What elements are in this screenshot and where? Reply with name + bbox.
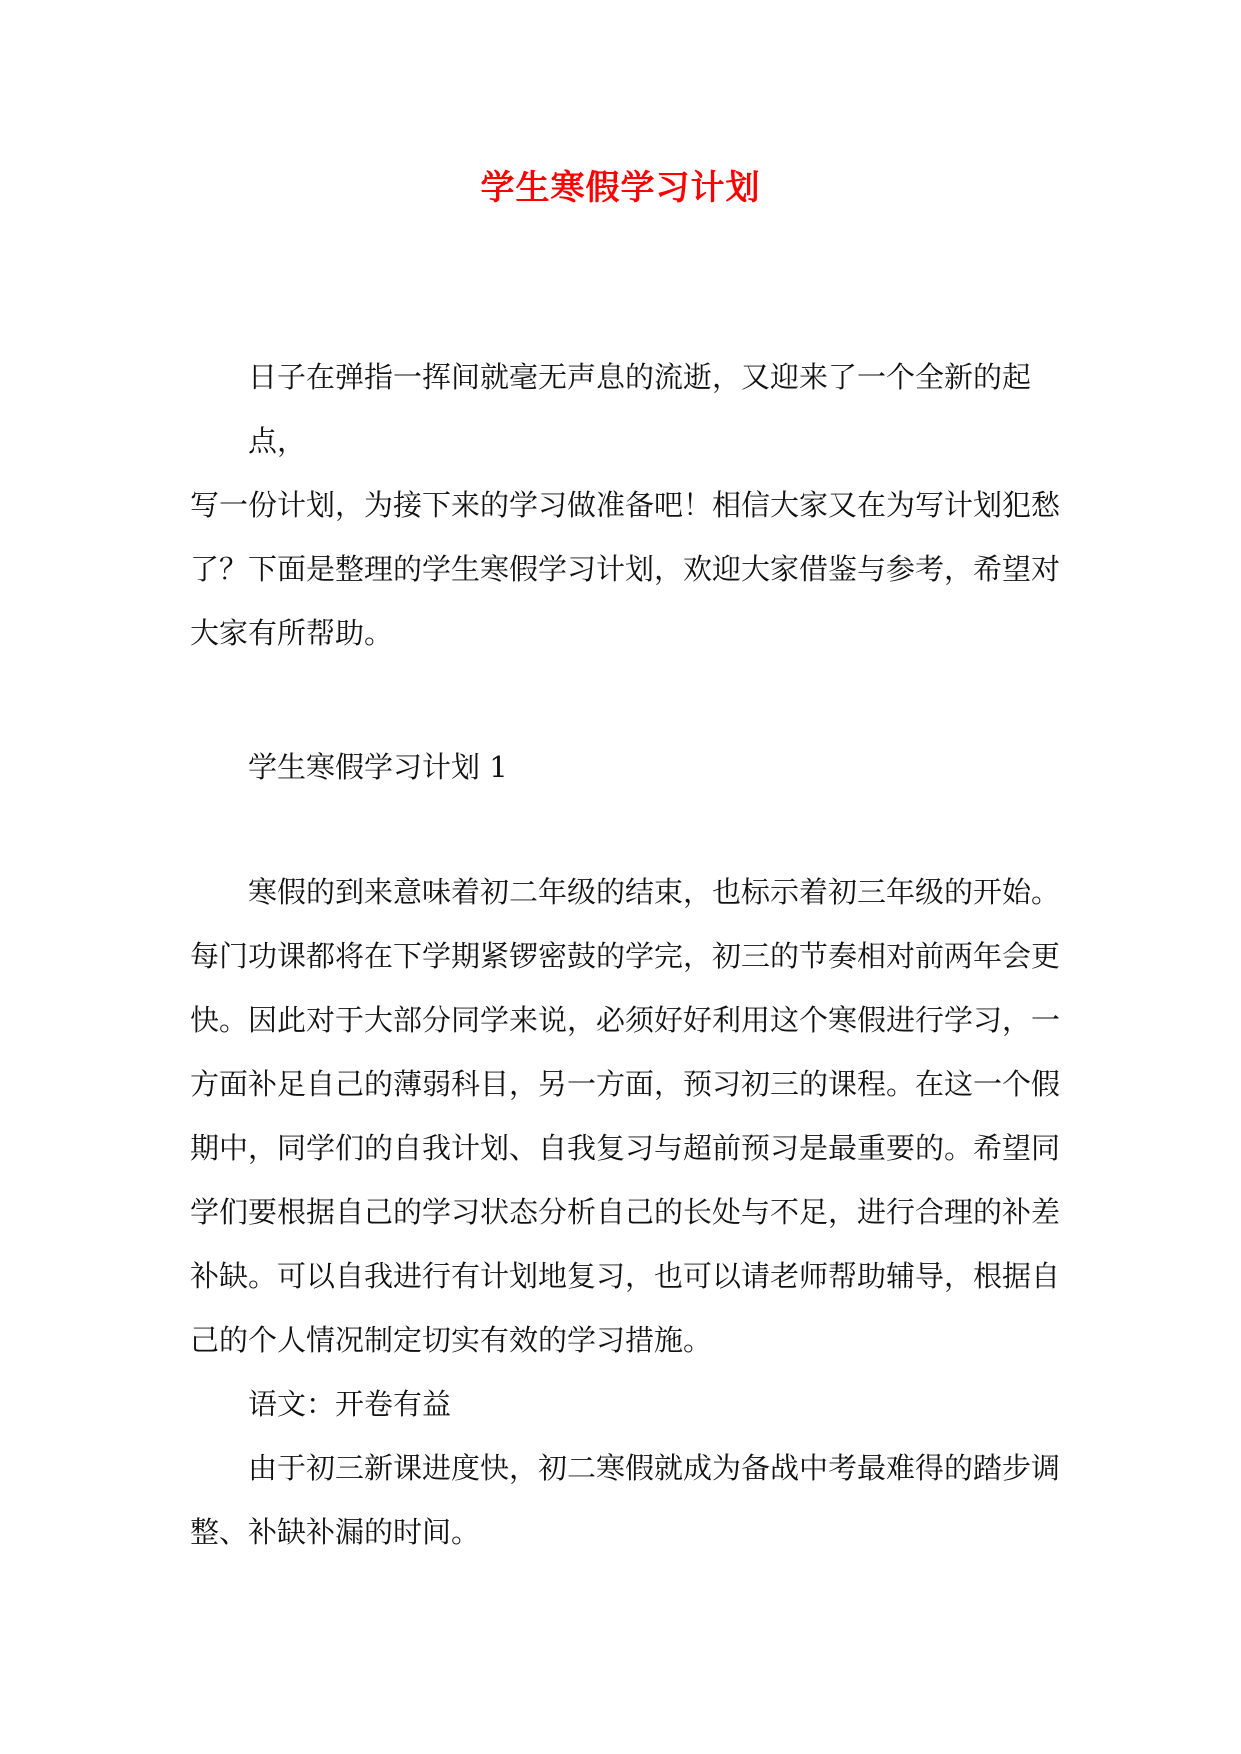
section-heading: 学生寒假学习计划 1: [248, 750, 508, 784]
body-line: 补缺。可以自我进行有计划地复习，也可以请老师帮助辅导，根据自: [190, 1259, 1061, 1293]
body-line: 方面补足自己的薄弱科目，另一方面，预习初三的课程。在这一个假: [190, 1067, 1061, 1101]
subject-heading-block: [190, 1372, 1060, 1436]
chinese-line: 由于初三新课进度快，初二寒假就成为备战中考最难得的踏步调: [248, 1451, 1061, 1485]
body-line: 每门功课都将在下学期紧锣密鼓的学完，初三的节奏相对前两年会更: [190, 939, 1061, 973]
document-title: 学生寒假学习计划: [480, 168, 761, 208]
body-line: 期中，同学们的自我计划、自我复习与超前预习是最重要的。希望同: [190, 1131, 1061, 1165]
intro-line: 日子在弹指一挥间就毫无声息的流逝，又迎来了一个全新的起点，: [248, 360, 1032, 458]
intro-paragraph: [190, 345, 1060, 665]
body-line: 己的个人情况制定切实有效的学习措施。: [190, 1323, 713, 1357]
intro-line: 了？下面是整理的学生寒假学习计划，欢迎大家借鉴与参考，希望对: [190, 552, 1061, 586]
body-paragraph: [190, 860, 1060, 1372]
intro-line: 大家有所帮助。: [190, 616, 394, 650]
section-heading-block: [190, 735, 1060, 799]
chinese-paragraph: [190, 1436, 1060, 1564]
subject-heading: 语文：开卷有益: [248, 1387, 452, 1421]
chinese-line: 整、补缺补漏的时间。: [190, 1515, 481, 1549]
intro-line: 写一份计划，为接下来的学习做准备吧！相信大家又在为写计划犯愁: [190, 488, 1061, 522]
body-line: 寒假的到来意味着初二年级的结束，也标示着初三年级的开始。: [248, 875, 1061, 909]
body-line: 学们要根据自己的学习状态分析自己的长处与不足，进行合理的补差: [190, 1195, 1061, 1229]
body-line: 快。因此对于大部分同学来说，必须好好利用这个寒假进行学习，一: [190, 1003, 1061, 1037]
